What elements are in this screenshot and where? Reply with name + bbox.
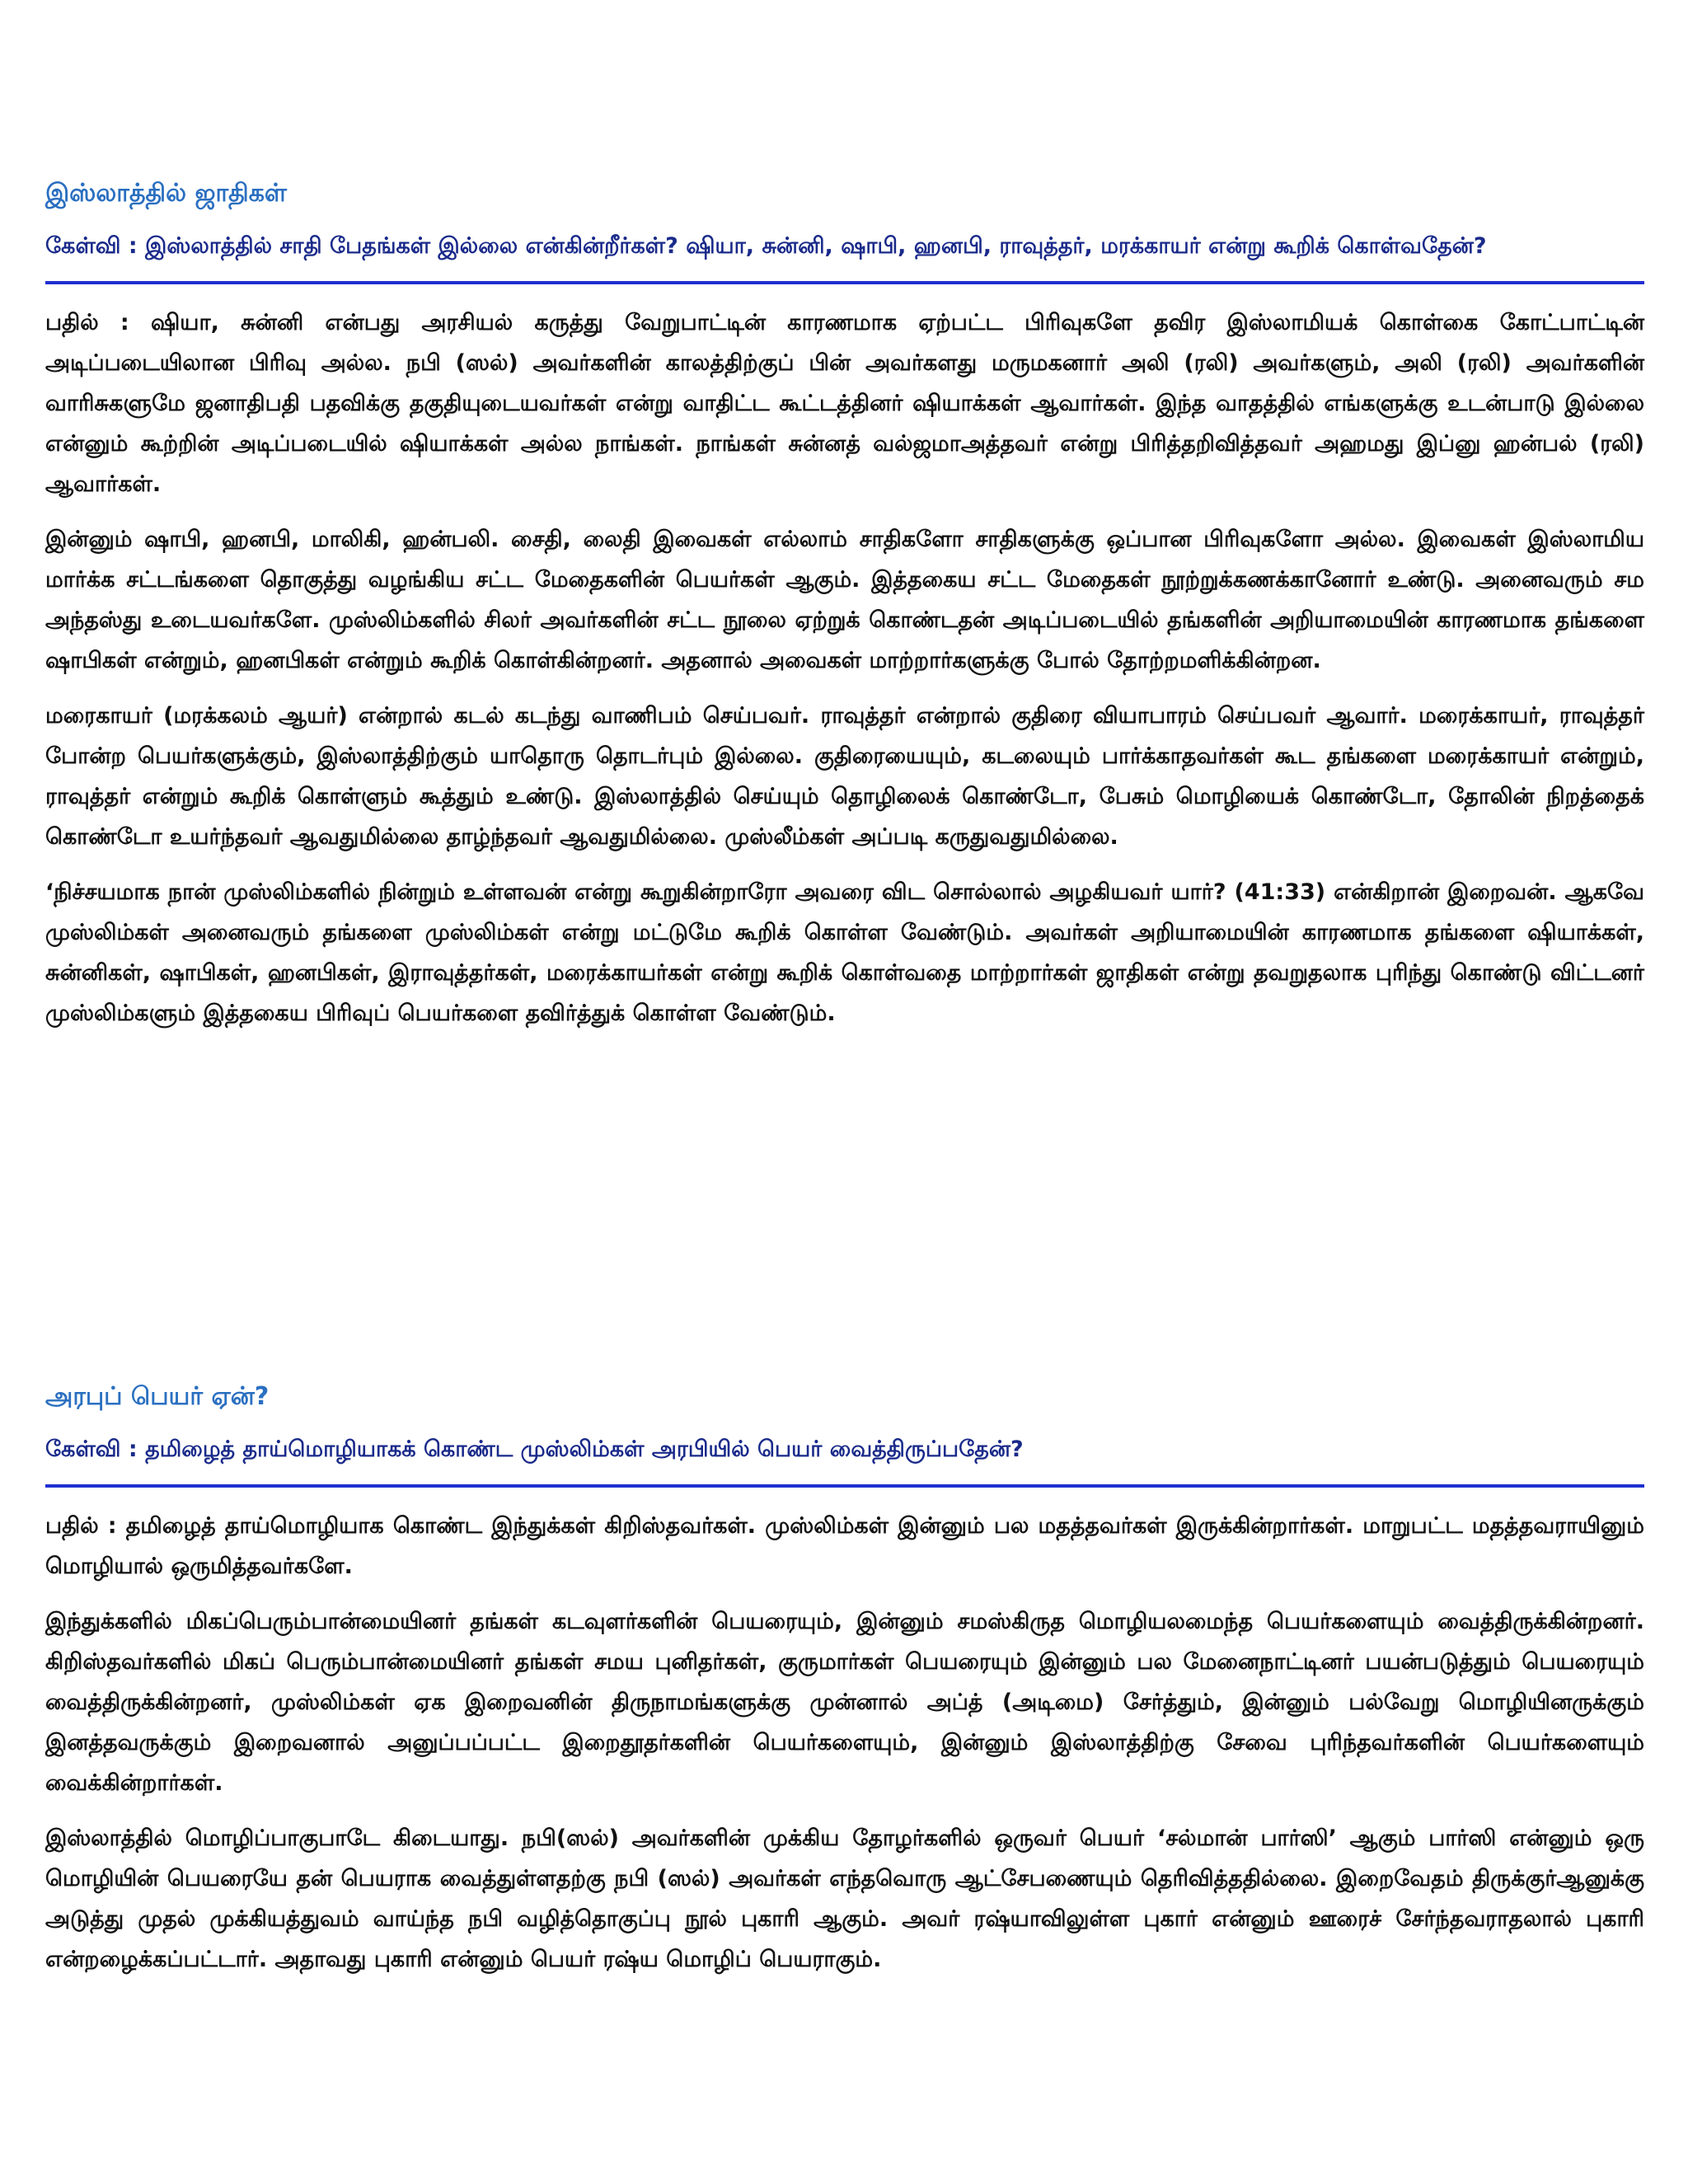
section-title: இஸ்லாத்தில் ஜாதிகள் [45, 179, 287, 208]
answer-paragraph: மரைகாயர் (மரக்கலம் ஆயர்) என்றால் கடல் கடந்து வாணிபம் செய்பவர். ராவுத்தர் என்றால் குதிரை வியாபாரம் செய்பவர் ஆவார். மரைக்காயர், ராவுத்தர் போன்ற பெயர்களுக்கும், இஸ்லாத்திற்கும் யாதொரு தொடர்பும் இல்லை. குதிரையையும், கடலையும் பார்க்காதவர்கள் கூட தங்களை மரைக்காயர் என்றும், ராவுத்தர் என்றும் கூறிக் கொள்ளும் கூத்தும் உண்டு. இஸ்லாத்தில் செய்யும் தொழிலைக் கொண்டோ, பேசும் மொழியைக் கொண்டோ, தோலின் நிறத்தைக் கொண்டோ உயர்ந்தவர் ஆவதுமில்லை தாழ்ந்தவர் ஆவதுமில்லை. முஸ்லீம்கள் அப்படி கருதுவதுமில்லை. [45, 703, 1644, 850]
question-text: கேள்வி : இஸ்லாத்தில் சாதி பேதங்கள் இல்லை என்கின்றீர்கள்? ஷியா, சுன்னி, ஷாபி, ஹனபி, ராவுத்தர், மரக்காயர் என்று கூறிக் கொள்வதேன்? [45, 233, 1487, 259]
divider-line [45, 281, 1644, 284]
answer-paragraph: ‘நிச்சயமாக நான் முஸ்லிம்களில் நின்றும் உள்ளவன் என்று கூறுகின்றாரோ அவரை விட சொல்லால் அழகியவர் யார்? (41:33) என்கிறான் இறைவன். ஆகவே முஸ்லிம்கள் அனைவரும் தங்களை முஸ்லிம்கள் என்று மட்டுமே கூறிக் கொள்ள வேண்டும். அவர்கள் அறியாமையின் காரணமாக தங்களை ஷியாக்கள், சுன்னிகள், ஷாபிகள், ஹனபிகள், இராவுத்தர்கள், மரைக்காயர்கள் என்று கூறிக் கொள்வதை மாற்றார்கள் ஜாதிகள் என்று தவறுதலாக புரிந்து கொண்டு விட்டனர் முஸ்லிம்களும் இத்தகைய பிரிவுப் பெயர்களை தவிர்த்துக் கொள்ள வேண்டும். [45, 879, 1644, 1026]
section-arabic-names [45, 1380, 1644, 1994]
question-text: கேள்வி : தமிழைத் தாய்மொழியாகக் கொண்ட முஸ்லிம்கள் அரபியில் பெயர் வைத்திருப்பதேன்? [45, 1436, 1024, 1462]
answer-paragraph: இந்துக்களில் மிகப்பெரும்பான்மையினர் தங்கள் கடவுளர்களின் பெயரையும், இன்னும் சமஸ்கிருத மொழியலமைந்த பெயர்களையும் வைத்திருக்கின்றனர். கிறிஸ்தவர்களில் மிகப் பெரும்பான்மையினர் தங்கள் சமய புனிதர்கள், குருமார்கள் பெயரையும் இன்னும் பல மேனைநாட்டினர் பயன்படுத்தும் பெயரையும் வைத்திருக்கின்றனர், முஸ்லிம்கள் ஏக இறைவனின் திருநாமங்களுக்கு முன்னால் அப்த் (அடிமை) சேர்த்தும், இன்னும் பல்வேறு மொழியினருக்கும் இனத்தவருக்கும் இறைவனால் அனுப்பப்பட்ட இறைதூதர்களின் பெயர்களையும், இன்னும் இஸ்லாத்திற்கு சேவை புரிந்தவர்களின் பெயர்களையும் வைக்கின்றார்கள். [45, 1609, 1644, 1796]
answer-paragraph: பதில் : தமிழைத் தாய்மொழியாக கொண்ட இந்துக்கள் கிறிஸ்தவர்கள். முஸ்லிம்கள் இன்னும் பல மதத்தவர்கள் இருக்கின்றார்கள். மாறுபட்ட மதத்தவராயினும் மொழியால் ஒருமித்தவர்களே. [45, 1513, 1644, 1579]
answer-paragraph: இன்னும் ஷாபி, ஹனபி, மாலிகி, ஹன்பலி. சைதி, லைதி இவைகள் எல்லாம் சாதிகளோ சாதிகளுக்கு ஒப்பான பிரிவுகளோ அல்ல. இவைகள் இஸ்லாமிய மார்க்க சட்டங்களை தொகுத்து வழங்கிய சட்ட மேதைகளின் பெயர்கள் ஆகும். இத்தகைய சட்ட மேதைகள் நூற்றுக்கணக்கானோர் உண்டு. அனைவரும் சம அந்தஸ்து உடையவர்களே. முஸ்லிம்களில் சிலர் அவர்களின் சட்ட நூலை ஏற்றுக் கொண்டதன் அடிப்படையில் தங்களின் அறியாமையின் காரணமாக தங்களை ஷாபிகள் என்றும், ஹனபிகள் என்றும் கூறிக் கொள்கின்றனர். அதனால் அவைகள் மாற்றார்களுக்கு போல் தோற்றமளிக்கின்றன. [45, 527, 1644, 673]
answer-paragraph: பதில் : ஷியா, சுன்னி என்பது அரசியல் கருத்து வேறுபாட்டின் காரணமாக ஏற்பட்ட பிரிவுகளே தவிர இஸ்லாமியக் கொள்கை கோட்பாட்டின் அடிப்படையிலான பிரிவு அல்ல. நபி (ஸல்) அவர்களின் காலத்திற்குப் பின் அவர்களது மருமகனார் அலி (ரலி) அவர்களும், அலி (ரலி) அவர்களின் வாரிசுகளுமே ஜனாதிபதி பதவிக்கு தகுதியுடையவர்கள் என்று வாதிட்ட கூட்டத்தினர் ஷியாக்கள் ஆவார்கள். இந்த வாதத்தில் எங்களுக்கு உடன்பாடு இல்லை என்னும் கூற்றின் அடிப்படையில் ஷியாக்கள் அல்ல நாங்கள். நாங்கள் சுன்னத் வல்ஜமாஅத்தவர் என்று பிரித்தறிவித்தவர் அஹமது இப்னு ஹன்பல் (ரலி) ஆவார்கள். [45, 310, 1644, 497]
divider-line [45, 1484, 1644, 1488]
section-castes [45, 177, 1644, 1048]
answer-paragraph: இஸ்லாத்தில் மொழிப்பாகுபாடே கிடையாது. நபி(ஸல்) அவர்களின் முக்கிய தோழர்களில் ஒருவர் பெயர் ‘சல்மான் பார்ஸி’ ஆகும் பார்ஸி என்னும் ஒரு மொழியின் பெயரையே தன் பெயராக வைத்துள்ளதற்கு நபி (ஸல்) அவர்கள் எந்தவொரு ஆட்சேபணையும் தெரிவித்ததில்லை. இறைவேதம் திருக்குர்ஆனுக்கு அடுத்து முதல் முக்கியத்துவம் வாய்ந்த நபி வழித்தொகுப்பு நூல் புகாரி ஆகும். அவர் ரஷ்யாவிலுள்ள புகார் என்னும் ஊரைச் சேர்ந்தவராதலால் புகாரி என்றழைக்கப்பட்டார். அதாவது புகாரி என்னும் பெயர் ரஷ்ய மொழிப் பெயராகும். [45, 1825, 1644, 1972]
section-title: அரபுப் பெயர் ஏன்? [45, 1382, 270, 1411]
